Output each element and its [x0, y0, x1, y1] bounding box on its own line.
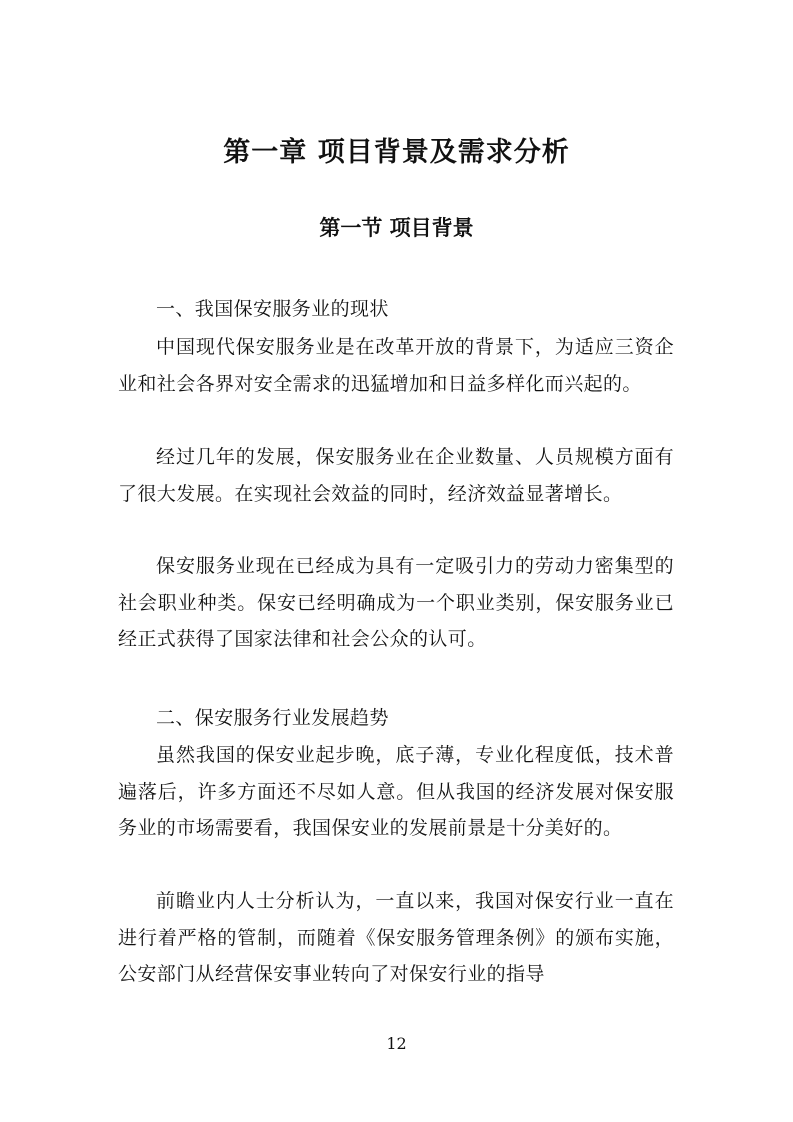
paragraph-regulation: 前瞻业内人士分析认为，一直以来，我国对保安行业一直在进行着严格的管制，而随着《保安服务管理条例》的颁布实施，公安部门从经营保安事业转向了对保安行业的指导	[118, 890, 674, 985]
paragraph-development: 经过几年的发展，保安服务业在企业数量、人员规模方面有了很大发展。在实现社会效益的同时，经济效益显著增长。	[118, 446, 674, 505]
subsection-heading-trends: 二、保安服务行业发展趋势	[156, 707, 389, 729]
subsection-heading-current-status: 一、我国保安服务业的现状	[156, 298, 389, 320]
chapter-title: 第一章 项目背景及需求分析	[223, 137, 570, 168]
paragraph-prospects: 虽然我国的保安业起步晚，底子薄，专业化程度低，技术普遍落后，许多方面还不尽如人意。但从我国的经济发展对保安服务业的市场需要看，我国保安业的发展前景是十分美好的。	[118, 744, 674, 839]
page-number: 12	[386, 1034, 407, 1053]
section-title: 第一节 项目背景	[319, 215, 474, 240]
paragraph-occupation: 保安服务业现在已经成为具有一定吸引力的劳动力密集型的社会职业种类。保安已经明确成为一个职业类别，保安服务业已经正式获得了国家法律和社会公众的认可。	[118, 555, 674, 650]
paragraph-origin: 中国现代保安服务业是在改革开放的背景下，为适应三资企业和社会各界对安全需求的迅猛增加和日益多样化而兴起的。	[118, 336, 674, 395]
